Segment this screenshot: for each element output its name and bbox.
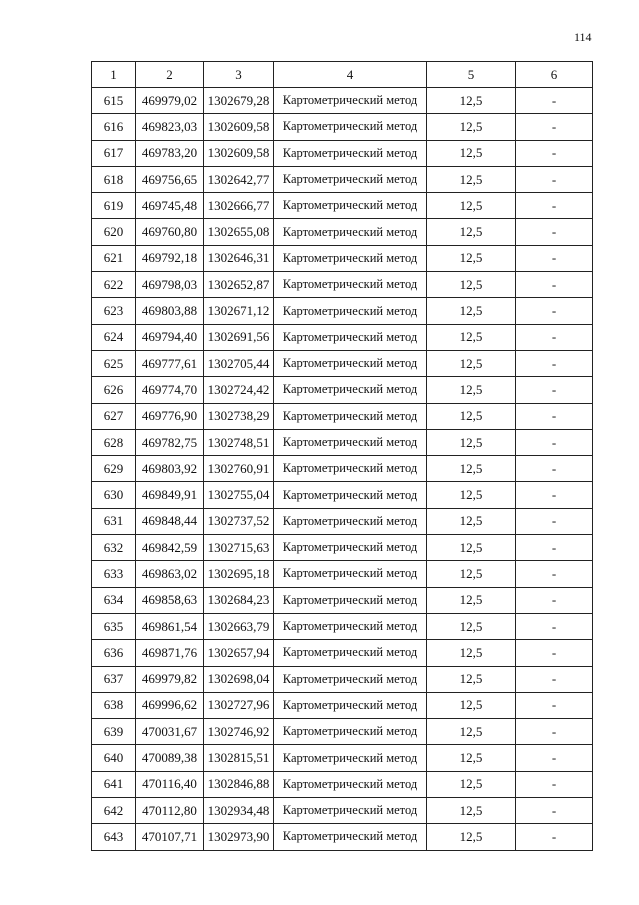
page-number: 114 — [574, 30, 592, 44]
x-coordinate-cell: 469842,59 — [136, 535, 204, 561]
note-cell: - — [516, 140, 593, 166]
note-cell: - — [516, 745, 593, 771]
point-number-cell: 617 — [92, 140, 136, 166]
accuracy-cell: 12,5 — [427, 719, 516, 745]
y-coordinate-cell: 1302655,08 — [204, 219, 274, 245]
note-cell: - — [516, 324, 593, 350]
note-cell: - — [516, 350, 593, 376]
method-cell: Картометрический метод — [274, 298, 427, 324]
table-row — [92, 88, 593, 114]
method-cell: Картометрический метод — [274, 166, 427, 192]
method-cell: Картометрический метод — [274, 377, 427, 403]
accuracy-cell: 12,5 — [427, 298, 516, 324]
accuracy-cell: 12,5 — [427, 640, 516, 666]
x-coordinate-cell: 469782,75 — [136, 429, 204, 455]
table-row — [92, 535, 593, 561]
accuracy-cell: 12,5 — [427, 350, 516, 376]
point-number-cell: 620 — [92, 219, 136, 245]
point-number-cell: 621 — [92, 245, 136, 271]
point-number-cell: 616 — [92, 114, 136, 140]
table-row — [92, 666, 593, 692]
table-row — [92, 114, 593, 140]
note-cell: - — [516, 377, 593, 403]
table-row — [92, 193, 593, 219]
y-coordinate-cell: 1302746,92 — [204, 719, 274, 745]
x-coordinate-cell: 469783,20 — [136, 140, 204, 166]
note-cell: - — [516, 561, 593, 587]
y-coordinate-cell: 1302737,52 — [204, 508, 274, 534]
accuracy-cell: 12,5 — [427, 508, 516, 534]
point-number-cell: 618 — [92, 166, 136, 192]
method-cell: Картометрический метод — [274, 745, 427, 771]
point-number-cell: 641 — [92, 771, 136, 797]
x-coordinate-cell: 469776,90 — [136, 403, 204, 429]
note-cell: - — [516, 272, 593, 298]
point-number-cell: 629 — [92, 456, 136, 482]
table-row — [92, 245, 593, 271]
method-cell: Картометрический метод — [274, 692, 427, 718]
accuracy-cell: 12,5 — [427, 771, 516, 797]
y-coordinate-cell: 1302846,88 — [204, 771, 274, 797]
note-cell: - — [516, 692, 593, 718]
x-coordinate-cell: 470112,80 — [136, 798, 204, 824]
y-coordinate-cell: 1302715,63 — [204, 535, 274, 561]
method-cell: Картометрический метод — [274, 272, 427, 298]
note-cell: - — [516, 719, 593, 745]
accuracy-cell: 12,5 — [427, 140, 516, 166]
column-header: 6 — [516, 62, 593, 88]
x-coordinate-cell: 470107,71 — [136, 824, 204, 850]
column-header: 5 — [427, 62, 516, 88]
table-row — [92, 482, 593, 508]
point-number-cell: 642 — [92, 798, 136, 824]
coordinates-table — [91, 61, 593, 851]
note-cell: - — [516, 587, 593, 613]
note-cell: - — [516, 298, 593, 324]
method-cell: Картометрический метод — [274, 140, 427, 166]
accuracy-cell: 12,5 — [427, 613, 516, 639]
accuracy-cell: 12,5 — [427, 666, 516, 692]
accuracy-cell: 12,5 — [427, 745, 516, 771]
table-row — [92, 298, 593, 324]
accuracy-cell: 12,5 — [427, 272, 516, 298]
y-coordinate-cell: 1302691,56 — [204, 324, 274, 350]
method-cell: Картометрический метод — [274, 324, 427, 350]
column-header: 1 — [92, 62, 136, 88]
x-coordinate-cell: 469979,82 — [136, 666, 204, 692]
accuracy-cell: 12,5 — [427, 824, 516, 850]
table-row — [92, 745, 593, 771]
note-cell: - — [516, 245, 593, 271]
accuracy-cell: 12,5 — [427, 245, 516, 271]
x-coordinate-cell: 469871,76 — [136, 640, 204, 666]
note-cell: - — [516, 456, 593, 482]
point-number-cell: 615 — [92, 88, 136, 114]
note-cell: - — [516, 666, 593, 692]
point-number-cell: 624 — [92, 324, 136, 350]
y-coordinate-cell: 1302760,91 — [204, 456, 274, 482]
point-number-cell: 636 — [92, 640, 136, 666]
table-row — [92, 798, 593, 824]
accuracy-cell: 12,5 — [427, 429, 516, 455]
table-row — [92, 166, 593, 192]
accuracy-cell: 12,5 — [427, 88, 516, 114]
point-number-cell: 622 — [92, 272, 136, 298]
table-row — [92, 377, 593, 403]
point-number-cell: 630 — [92, 482, 136, 508]
point-number-cell: 619 — [92, 193, 136, 219]
y-coordinate-cell: 1302755,04 — [204, 482, 274, 508]
y-coordinate-cell: 1302684,23 — [204, 587, 274, 613]
column-header: 3 — [204, 62, 274, 88]
note-cell: - — [516, 613, 593, 639]
point-number-cell: 633 — [92, 561, 136, 587]
y-coordinate-cell: 1302748,51 — [204, 429, 274, 455]
x-coordinate-cell: 469792,18 — [136, 245, 204, 271]
table-row — [92, 824, 593, 850]
point-number-cell: 635 — [92, 613, 136, 639]
method-cell: Картометрический метод — [274, 456, 427, 482]
method-cell: Картометрический метод — [274, 114, 427, 140]
table-row — [92, 324, 593, 350]
note-cell: - — [516, 508, 593, 534]
y-coordinate-cell: 1302738,29 — [204, 403, 274, 429]
y-coordinate-cell: 1302642,77 — [204, 166, 274, 192]
note-cell: - — [516, 166, 593, 192]
x-coordinate-cell: 469756,65 — [136, 166, 204, 192]
method-cell: Картометрический метод — [274, 88, 427, 114]
table-row — [92, 219, 593, 245]
x-coordinate-cell: 469803,92 — [136, 456, 204, 482]
x-coordinate-cell: 469979,02 — [136, 88, 204, 114]
y-coordinate-cell: 1302973,90 — [204, 824, 274, 850]
table-row — [92, 561, 593, 587]
x-coordinate-cell: 469849,91 — [136, 482, 204, 508]
y-coordinate-cell: 1302815,51 — [204, 745, 274, 771]
table-row — [92, 587, 593, 613]
table-row — [92, 140, 593, 166]
y-coordinate-cell: 1302646,31 — [204, 245, 274, 271]
accuracy-cell: 12,5 — [427, 219, 516, 245]
point-number-cell: 623 — [92, 298, 136, 324]
x-coordinate-cell: 469774,70 — [136, 377, 204, 403]
note-cell: - — [516, 771, 593, 797]
note-cell: - — [516, 429, 593, 455]
table-row — [92, 719, 593, 745]
x-coordinate-cell: 469996,62 — [136, 692, 204, 718]
accuracy-cell: 12,5 — [427, 561, 516, 587]
method-cell: Картометрический метод — [274, 666, 427, 692]
method-cell: Картометрический метод — [274, 640, 427, 666]
point-number-cell: 626 — [92, 377, 136, 403]
method-cell: Картометрический метод — [274, 824, 427, 850]
x-coordinate-cell: 469803,88 — [136, 298, 204, 324]
method-cell: Картометрический метод — [274, 798, 427, 824]
x-coordinate-cell: 469794,40 — [136, 324, 204, 350]
y-coordinate-cell: 1302657,94 — [204, 640, 274, 666]
y-coordinate-cell: 1302679,28 — [204, 88, 274, 114]
table-row — [92, 272, 593, 298]
point-number-cell: 631 — [92, 508, 136, 534]
point-number-cell: 643 — [92, 824, 136, 850]
x-coordinate-cell: 469848,44 — [136, 508, 204, 534]
x-coordinate-cell: 470089,38 — [136, 745, 204, 771]
accuracy-cell: 12,5 — [427, 482, 516, 508]
table-body — [92, 88, 593, 851]
method-cell: Картометрический метод — [274, 193, 427, 219]
y-coordinate-cell: 1302666,77 — [204, 193, 274, 219]
x-coordinate-cell: 469798,03 — [136, 272, 204, 298]
y-coordinate-cell: 1302609,58 — [204, 114, 274, 140]
point-number-cell: 640 — [92, 745, 136, 771]
x-coordinate-cell: 469777,61 — [136, 350, 204, 376]
table-row — [92, 692, 593, 718]
x-coordinate-cell: 469760,80 — [136, 219, 204, 245]
method-cell: Картометрический метод — [274, 613, 427, 639]
y-coordinate-cell: 1302727,96 — [204, 692, 274, 718]
column-header: 4 — [274, 62, 427, 88]
note-cell: - — [516, 482, 593, 508]
method-cell: Картометрический метод — [274, 219, 427, 245]
accuracy-cell: 12,5 — [427, 166, 516, 192]
point-number-cell: 634 — [92, 587, 136, 613]
accuracy-cell: 12,5 — [427, 193, 516, 219]
y-coordinate-cell: 1302698,04 — [204, 666, 274, 692]
y-coordinate-cell: 1302705,44 — [204, 350, 274, 376]
accuracy-cell: 12,5 — [427, 535, 516, 561]
table-row — [92, 508, 593, 534]
x-coordinate-cell: 469823,03 — [136, 114, 204, 140]
table-row — [92, 771, 593, 797]
method-cell: Картометрический метод — [274, 587, 427, 613]
method-cell: Картометрический метод — [274, 719, 427, 745]
accuracy-cell: 12,5 — [427, 798, 516, 824]
note-cell: - — [516, 403, 593, 429]
accuracy-cell: 12,5 — [427, 377, 516, 403]
point-number-cell: 639 — [92, 719, 136, 745]
point-number-cell: 628 — [92, 429, 136, 455]
table-row — [92, 456, 593, 482]
method-cell: Картометрический метод — [274, 561, 427, 587]
note-cell: - — [516, 219, 593, 245]
note-cell: - — [516, 535, 593, 561]
note-cell: - — [516, 193, 593, 219]
note-cell: - — [516, 824, 593, 850]
note-cell: - — [516, 114, 593, 140]
table-header-row — [92, 62, 593, 88]
method-cell: Картометрический метод — [274, 771, 427, 797]
point-number-cell: 625 — [92, 350, 136, 376]
method-cell: Картометрический метод — [274, 429, 427, 455]
accuracy-cell: 12,5 — [427, 587, 516, 613]
table-row — [92, 350, 593, 376]
table-row — [92, 429, 593, 455]
method-cell: Картометрический метод — [274, 403, 427, 429]
method-cell: Картометрический метод — [274, 482, 427, 508]
accuracy-cell: 12,5 — [427, 692, 516, 718]
x-coordinate-cell: 469863,02 — [136, 561, 204, 587]
note-cell: - — [516, 640, 593, 666]
method-cell: Картометрический метод — [274, 535, 427, 561]
accuracy-cell: 12,5 — [427, 114, 516, 140]
note-cell: - — [516, 88, 593, 114]
method-cell: Картометрический метод — [274, 508, 427, 534]
column-header: 2 — [136, 62, 204, 88]
point-number-cell: 632 — [92, 535, 136, 561]
method-cell: Картометрический метод — [274, 245, 427, 271]
y-coordinate-cell: 1302934,48 — [204, 798, 274, 824]
x-coordinate-cell: 470116,40 — [136, 771, 204, 797]
y-coordinate-cell: 1302609,58 — [204, 140, 274, 166]
y-coordinate-cell: 1302652,87 — [204, 272, 274, 298]
point-number-cell: 637 — [92, 666, 136, 692]
note-cell: - — [516, 798, 593, 824]
accuracy-cell: 12,5 — [427, 324, 516, 350]
point-number-cell: 638 — [92, 692, 136, 718]
y-coordinate-cell: 1302724,42 — [204, 377, 274, 403]
point-number-cell: 627 — [92, 403, 136, 429]
x-coordinate-cell: 469858,63 — [136, 587, 204, 613]
y-coordinate-cell: 1302671,12 — [204, 298, 274, 324]
accuracy-cell: 12,5 — [427, 403, 516, 429]
table-row — [92, 403, 593, 429]
table-row — [92, 613, 593, 639]
y-coordinate-cell: 1302663,79 — [204, 613, 274, 639]
y-coordinate-cell: 1302695,18 — [204, 561, 274, 587]
x-coordinate-cell: 469745,48 — [136, 193, 204, 219]
x-coordinate-cell: 469861,54 — [136, 613, 204, 639]
accuracy-cell: 12,5 — [427, 456, 516, 482]
x-coordinate-cell: 470031,67 — [136, 719, 204, 745]
table-row — [92, 640, 593, 666]
method-cell: Картометрический метод — [274, 350, 427, 376]
